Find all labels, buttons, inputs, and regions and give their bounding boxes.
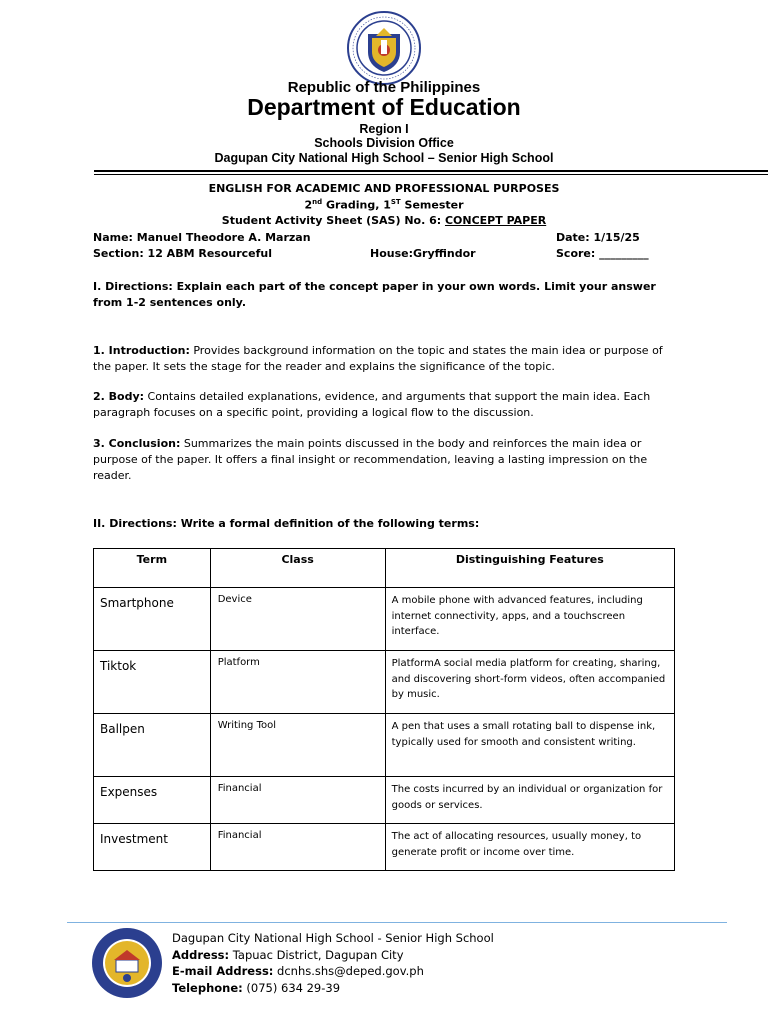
term-cell: Smartphone [94, 588, 211, 651]
class-cell: Writing Tool [210, 714, 385, 777]
school-seal-logo [90, 926, 164, 1000]
student-name: Name: Manuel Theodore A. Marzan [93, 231, 311, 244]
features-cell: A mobile phone with advanced features, including internet connectivity, apps, and a touchscreen interface. [385, 588, 674, 651]
subject-title: ENGLISH FOR ACADEMIC AND PROFESSIONAL PURPOSES [208, 182, 560, 195]
features-cell: The act of allocating resources, usually money, to generate profit or income over time. [385, 824, 674, 871]
class-cell: Financial [210, 824, 385, 871]
features-cell: A pen that uses a small rotating ball to dispense ink, typically used for smooth and consistent writing. [385, 714, 674, 777]
sas-line: Student Activity Sheet (SAS) No. 6: CONCEPT PAPER [221, 214, 547, 227]
score-field: Score: _________ [556, 247, 649, 260]
class-cell: Financial [210, 777, 385, 824]
term-cell: Tiktok [94, 651, 211, 714]
department-heading: Department of Education [247, 94, 521, 120]
conclusion-paragraph: 3. Conclusion: Summarizes the main points discussed in the body and reinforces the main idea or purpose of the paper. It offers a final insight or recommendation, leaving a lasting impression on the reader. [93, 437, 648, 482]
republic-heading: Republic of the Philippines [287, 79, 481, 96]
features-cell: The costs incurred by an individual or organization for goods or services. [385, 777, 674, 824]
header-divider [94, 170, 768, 172]
body-paragraph: 2. Body: Contains detailed explanations, evidence, and arguments that support the main idea. Each paragraph focuses on a specific point, providing a logical flow to the discussion. [93, 390, 651, 419]
footer-school: Dagupan City National High School - Senior High School [172, 931, 494, 945]
column-header-features: Distinguishing Features [385, 549, 674, 588]
footer-divider [67, 922, 727, 923]
sas-title: CONCEPT PAPER [444, 214, 547, 227]
division-label: Schools Division Office [314, 136, 454, 150]
column-header-class: Class [210, 549, 385, 588]
school-label: Dagupan City National High School – Senior High School [214, 151, 554, 165]
footer-address: Address: Tapuac District, Dagupan City [172, 948, 404, 962]
table-row [94, 651, 675, 714]
house-field: House:Gryffindor [370, 247, 476, 260]
grading-line: 2nd Grading, 1ST Semester [304, 198, 464, 212]
table-row [94, 714, 675, 777]
region-label: Region I [359, 122, 409, 136]
date-field: Date: 1/15/25 [556, 231, 640, 244]
section-field: Section: 12 ABM Resourceful [93, 247, 273, 260]
part1-directions: I. Directions: Explain each part of the concept paper in your own words. Limit your answer from 1-2 sentences only. [93, 280, 656, 309]
footer-email: E-mail Address: dcnhs.shs@deped.gov.ph [172, 964, 424, 978]
footer-telephone: Telephone: (075) 634 29-39 [172, 981, 341, 995]
features-cell: PlatformA social media platform for creating, sharing, and discovering short-form videos, often accompanied by music. [385, 651, 674, 714]
part2-directions: II. Directions: Write a formal definition of the following terms: [93, 517, 480, 530]
term-cell: Expenses [94, 777, 211, 824]
table-row [94, 777, 675, 824]
table-row [94, 824, 675, 871]
header-divider-thin [94, 174, 768, 175]
table-header-row [94, 549, 675, 588]
class-cell: Platform [210, 651, 385, 714]
definitions-table [93, 548, 675, 871]
term-cell: Investment [94, 824, 211, 871]
class-cell: Device [210, 588, 385, 651]
term-cell: Ballpen [94, 714, 211, 777]
deped-seal-logo [342, 10, 426, 86]
intro-paragraph: 1. Introduction: Provides background information on the topic and states the main idea or purpose of the paper. It sets the stage for the reader and explains the significance of the topic. [93, 344, 663, 373]
column-header-term: Term [94, 549, 211, 588]
table-row [94, 588, 675, 651]
